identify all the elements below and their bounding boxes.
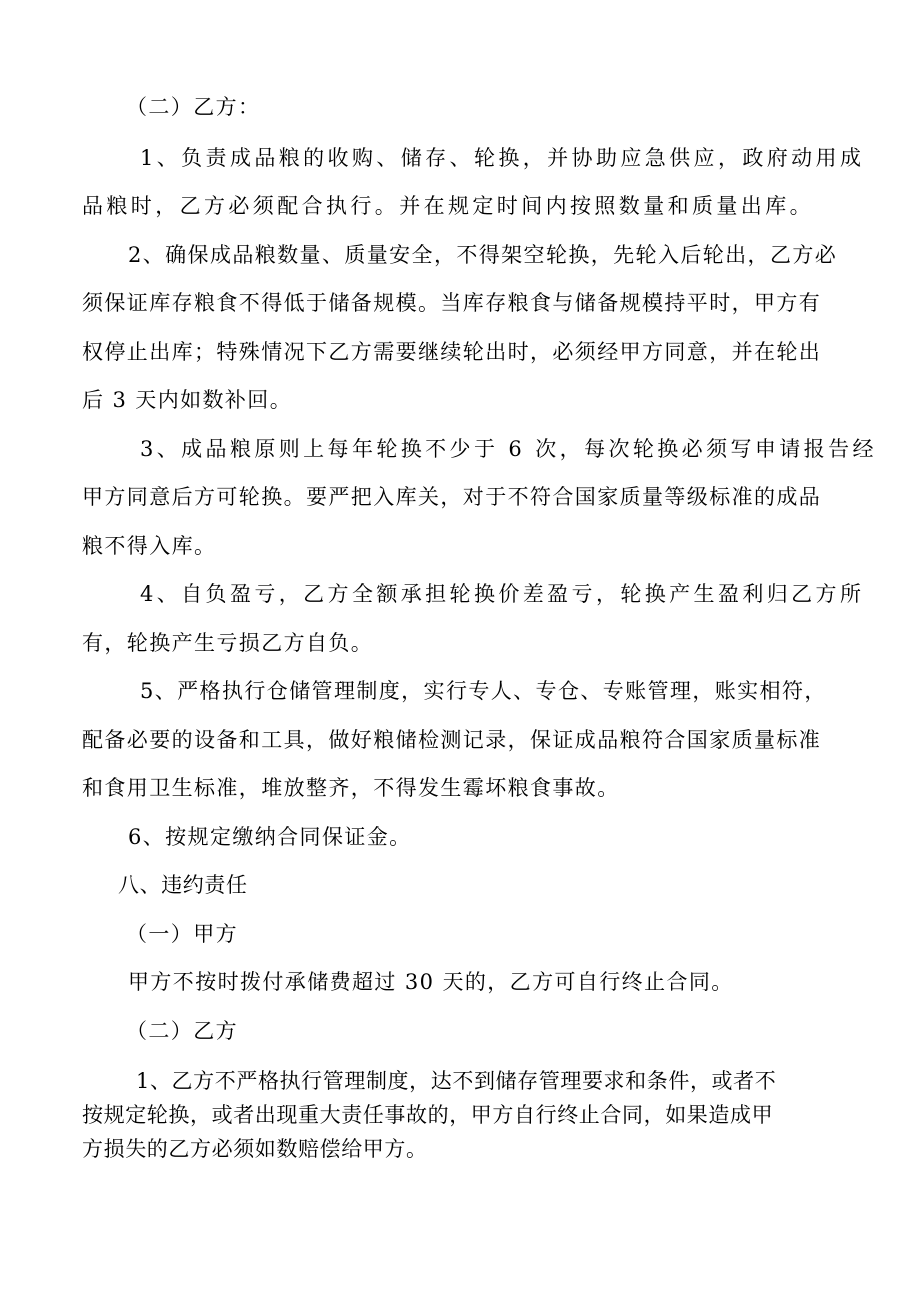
item1-line2: 品粮时，乙方必须配合执行。并在规定时间内按照数量和质量出库。 (82, 194, 814, 218)
section8-title: 八、违约责任 (118, 873, 248, 897)
item4-line1: 4、自负盈亏，乙方全额承担轮换价差盈亏，轮换产生盈利归乙方所 (140, 582, 865, 606)
party-b-duties-heading: （二）乙方： (126, 95, 261, 119)
item3-line1: 3、成品粮原则上每年轮换不少于 6 次，每次轮换必须写申请报告经 (140, 437, 877, 461)
section8-party-b-heading: （二）乙方 (126, 1019, 238, 1043)
section8-party-b-item1-line3: 方损失的乙方必须如数赔偿给甲方。 (82, 1137, 428, 1161)
item2-line3: 权停止出库；特殊情况下乙方需要继续轮出时，必须经甲方同意，并在轮出 (82, 340, 822, 364)
item4-line2: 有，轮换产生亏损乙方自负。 (82, 631, 374, 655)
item6: 6、按规定缴纳合同保证金。 (128, 825, 412, 849)
item5-line3: 和食用卫生标准，堆放整齐，不得发生霉坏粮食事故。 (82, 776, 620, 800)
item3-line3: 粮不得入库。 (82, 534, 217, 558)
item2-line1: 2、确保成品粮数量、质量安全，不得架空轮换，先轮入后轮出，乙方必 (128, 243, 838, 267)
section8-party-a-heading: （一）甲方 (126, 922, 238, 946)
item3-line2: 甲方同意后方可轮换。要严把入库关，对于不符合国家质量等级标准的成品 (82, 485, 822, 509)
item5-line1: 5、严格执行仓储管理制度，实行专人、专仓、专账管理，账实相符， (140, 679, 827, 703)
item2-line2: 须保证库存粮食不得低于储备规模。当库存粮食与储备规模持平时，甲方有 (82, 291, 822, 315)
item2-line4: 后 3 天内如数补回。 (82, 388, 293, 412)
section8-party-b-item1-line2: 按规定轮换，或者出现重大责任事故的，甲方自行终止合同，如果造成甲 (82, 1103, 774, 1127)
item5-line2: 配备必要的设备和工具，做好粮储检测记录，保证成品粮符合国家质量标准 (82, 728, 822, 752)
section8-party-a-text: 甲方不按时拨付承储费超过 30 天的，乙方可自行终止合同。 (128, 970, 734, 994)
item1-line1: 1、负责成品粮的收购、储存、轮换，并协助应急供应，政府动用成 (140, 146, 865, 170)
section8-party-b-item1-line1: 1、乙方不严格执行管理制度，达不到储存管理要求和条件，或者不 (136, 1069, 777, 1093)
